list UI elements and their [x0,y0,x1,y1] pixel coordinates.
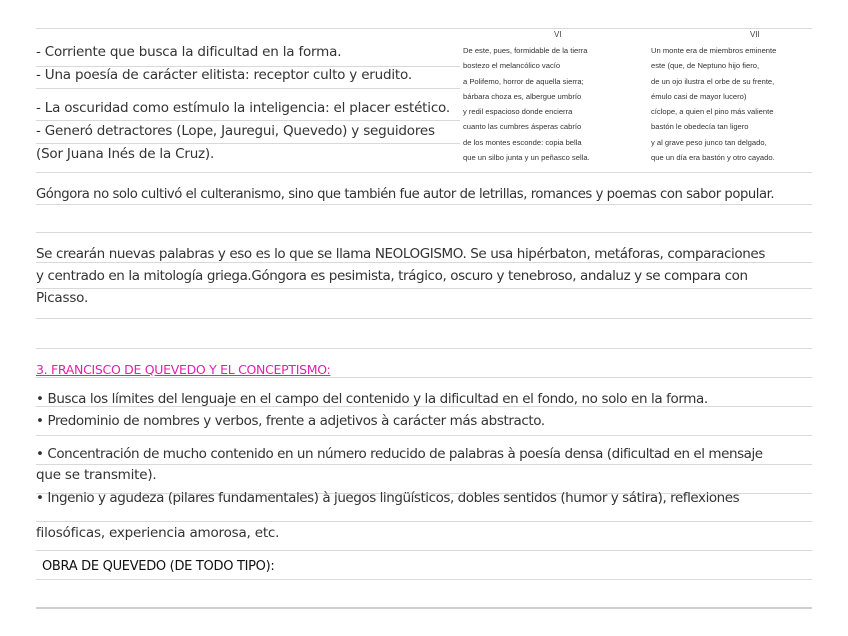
rule [36,288,812,289]
poem-line: este (que, de Neptuno hijo fiero, [651,61,760,71]
rule [36,262,812,263]
poem-line: bastón le obedecía tan ligero [651,122,749,132]
stanza-vi-heading: VI [554,30,562,39]
poem-line: De este, pues, formidable de la tierra [463,46,588,55]
poem-line: cuanto las cumbres ásperas cabrío [463,122,582,132]
intro-line-5: (Sor Juana Inés de la Cruz). [36,146,215,162]
poem-line: cíclope, a quien el pino más valiente [651,107,774,117]
stanza-vii [651,43,776,165]
rule [36,120,460,121]
poem-line: y al grave peso junco tan delgado, [651,137,767,147]
rule [36,521,812,522]
intro-line-3: - La oscuridad como estímulo la inteligencia: el placer estético. [36,100,450,116]
rule [36,550,812,551]
poem-line: y redil espacioso donde encierra [463,107,573,117]
rule [36,204,812,205]
poem-line: que un día era bastón y otro cayado. [651,153,775,163]
quevedo-line-5: • Ingenio y agudeza (pilares fundamentales) à juegos lingüísticos, dobles sentidos (humor y sátira), reflexiones [36,490,740,506]
rule [36,232,812,233]
neologismo-line-2: y centrado en la mitología griega.Góngora es pesimista, trágico, oscuro y tenebroso, andaluz y se compara con [36,268,748,284]
poem-line: émulo casi de mayor lucero) [651,91,747,101]
rule [36,28,812,29]
stanza-vi [463,43,590,165]
poem-line: de los montes esconde: copia bella [463,137,582,147]
poem-line: Un monte era de miembros eminente [651,46,777,55]
rule [36,348,812,349]
quevedo-line-2: • Predominio de nombres y verbos, frente a adjetivos à carácter más abstracto. [36,413,545,429]
quevedo-line-1: • Busca los límites del lenguaje en el campo del contenido y la dificultad en el fondo, no solo en la forma. [36,391,708,407]
rule [36,88,460,89]
gongora-note: Góngora no solo cultivó el culteranismo, sino que también fue autor de letrillas, romances y poemas con sabor popular. [36,187,775,202]
rule [36,464,812,465]
poem-line: que un silbo junta y un peñasco sella. [463,153,590,163]
stanza-vii-heading: VII [750,30,760,39]
quevedo-line-4: que se transmite). [36,467,157,483]
rule [36,579,812,580]
rule [36,172,812,173]
rule [36,435,812,436]
neologismo-line-3: Picasso. [36,290,89,306]
section-heading-quevedo: 3. FRANCISCO DE QUEVEDO Y EL CONCEPTISMO: [36,362,331,377]
poem-line: a Polifemo, horror de aquella sierra; [463,76,584,86]
rule [36,377,812,378]
obra-heading: OBRA DE QUEVEDO (DE TODO TIPO): [42,559,275,574]
poem-line: de un ojo ilustra el orbe de su frente, [651,76,775,86]
intro-line-1: - Corriente que busca la dificultad en la forma. [36,44,342,60]
rule [36,318,812,319]
quevedo-line-3: • Concentración de mucho contenido en un número reducido de palabras à poesía densa (dificultad en el mensaje [36,446,763,462]
intro-line-4: - Generó detractores (Lope, Jauregui, Quevedo) y seguidores [36,123,435,139]
poem-line: bostezo el melancólico vacío [463,61,561,71]
neologismo-line-1: Se crearán nuevas palabras y eso es lo que se llama NEOLOGISMO. Se usa hipérbaton, metáforas, comparaciones [36,246,765,262]
quevedo-line-6: filosóficas, experiencia amorosa, etc. [36,525,280,541]
poem-line: bárbara choza es, albergue umbrío [463,91,582,101]
intro-line-2: - Una poesía de carácter elitista: receptor culto y erudito. [36,67,412,83]
rule [36,143,460,144]
page-bottom-rule [36,607,812,609]
